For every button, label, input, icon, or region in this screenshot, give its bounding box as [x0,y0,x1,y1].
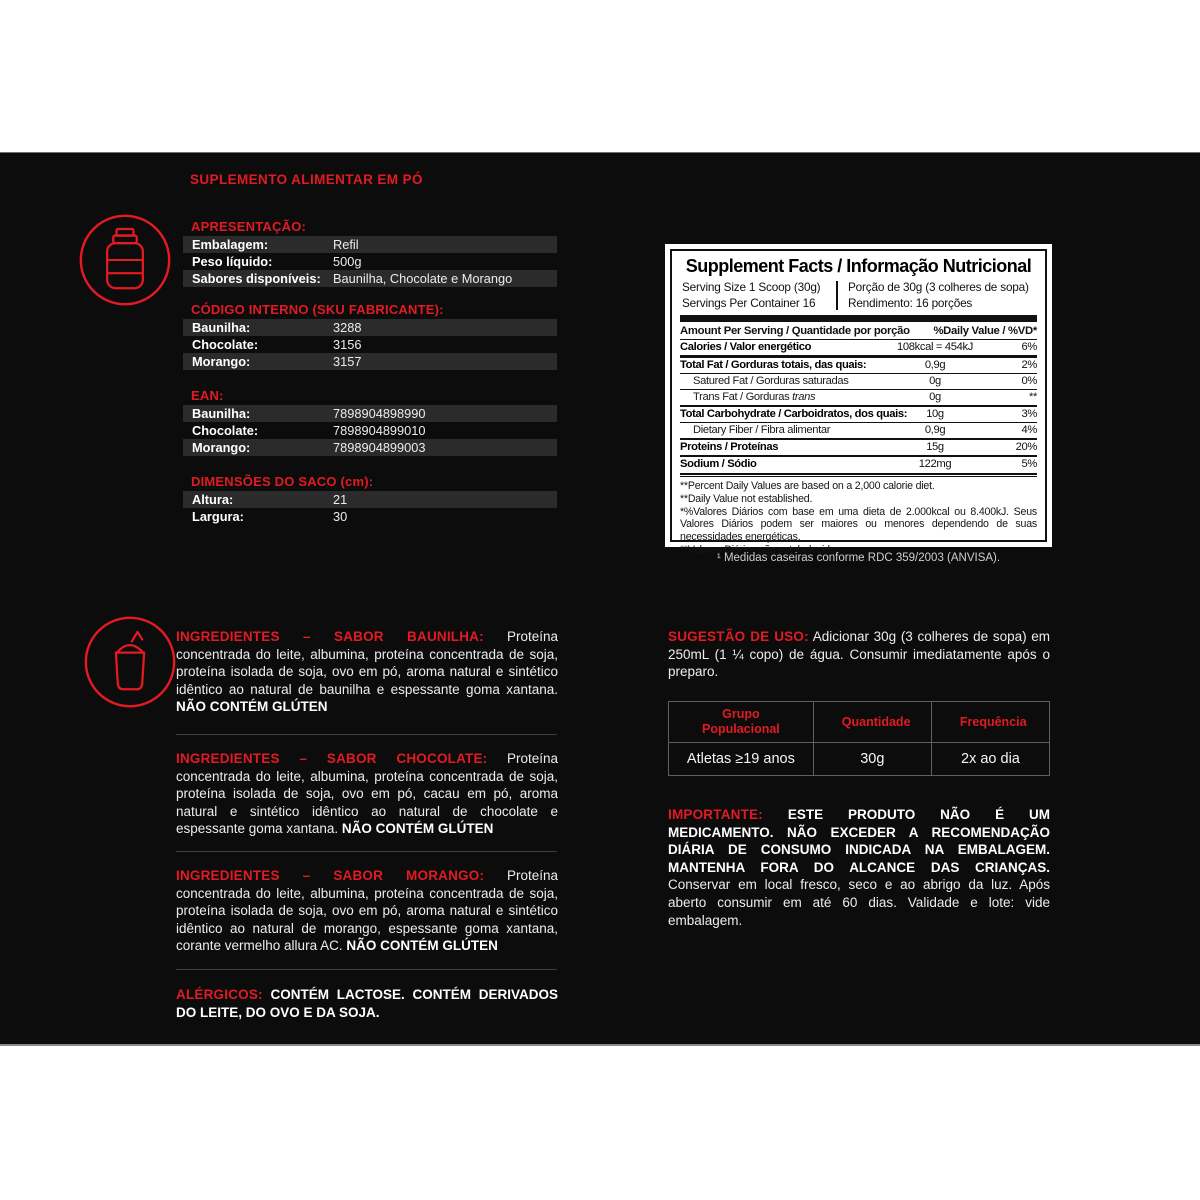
column-header-frequencia: Frequência [931,702,1049,743]
row-label: Morango: [192,354,251,369]
nutrition-header-row [680,324,1037,340]
row-value: 7898904899003 [333,440,426,455]
ingredients-baunilha-heading: INGREDIENTES – SABOR BAUNILHA: [176,629,484,644]
row-label: Altura: [192,492,234,507]
section-heading-dimensoes: DIMENSÕES DO SACO (cm): [191,474,374,489]
rendimento: Rendimento: 16 porções [848,295,973,310]
important-body: Conservar em local fresco, seco e ao abrigo da luz. Após aberto consumir em até 60 dias. Validade e lote: vide embalagem. [668,877,1050,928]
column-header-grupo: Grupo Populacional [669,702,814,743]
nutrition-title: Supplement Facts / Informação Nutricional [685,256,1032,276]
section-heading-apresentacao: APRESENTAÇÃO: [191,219,307,234]
population-table-header-row [669,702,1050,743]
ingredients-chocolate-body: Proteína concentrada do leite, albumina, proteína concentrada de soja, proteína isolada de soja, ovo em pó, cacau em pó, aroma natural e sintético idêntico ao natural de chocolate e espessante goma xantana. [176,751,558,837]
shaker-bottle-icon [83,615,177,709]
apresentacao-table [183,236,557,287]
table-row [183,405,557,422]
section-divider [176,734,557,735]
usage-body: Adicionar 30g (3 colheres de sopa) em 250mL (1 ¼ copo) de água. Consumir imediatamente após o preparo. [668,629,1050,680]
nutrition-row-total-fat: Total Fat / Gorduras totais, das quais: 0,9g 2% [680,358,1037,374]
row-value: 7898904899010 [333,423,426,438]
section-heading-sku: CÓDIGO INTERNO (SKU FABRICANTE): [191,302,444,317]
column-header-quantidade: Quantidade [813,702,931,743]
serving-size: Serving Size 1 Scoop (30g) [682,280,821,294]
gluten-free-note: NÃO CONTÉM GLÚTEN [346,938,498,954]
row-label: Embalagem: [192,237,269,252]
important-bold-body: ESTE PRODUTO NÃO É UM MEDICAMENTO. NÃO EXCEDER A RECOMENDAÇÃO DIÁRIA DE CONSUMO INDICADA NA EMBALAGEM. MANTENHA FORA DO ALCANCE DAS CRIANÇAS. [668,807,1050,875]
row-value: 3156 [333,337,362,352]
nutrition-row-carbohydrate: Total Carbohydrate / Carboidratos, dos quais: 10g 3% [680,407,1037,423]
cell-quantidade: 30g [813,743,931,776]
row-value: Baunilha, Chocolate e Morango [333,271,513,286]
usage-instructions [668,628,1050,681]
gluten-free-note: NÃO CONTÉM GLÚTEN [341,821,494,837]
allergens-heading: ALÉRGICOS: [176,987,263,1002]
dimensoes-table [183,491,557,525]
sku-table [183,319,557,370]
nutrition-row-fiber: Dietary Fiber / Fibra alimentar 0,9g 4% [680,423,1037,440]
porcao: Porção de 30g (3 colheres de sopa) [848,280,1029,294]
gluten-free-note: NÃO CONTÉM GLÚTEN [176,699,328,715]
supplement-facts-frame [670,249,1047,556]
table-row [183,491,557,508]
row-value: 21 [333,492,348,507]
row-value: 500g [333,254,362,269]
serving-info-en [680,280,830,311]
supplement-jar-icon [78,213,172,307]
population-table-row [669,743,1050,776]
nutrition-footnotes [680,480,1037,557]
cell-grupo: Atletas ≥19 anos [669,743,814,776]
row-label: Morango: [192,440,251,455]
section-divider [176,851,557,852]
table-row [183,270,557,287]
table-row [183,422,557,439]
ingredients-baunilha [176,628,558,716]
footnote: **Percent Daily Values are based on a 2,000 calorie diet. [680,480,935,492]
nutrition-row-calories: Calories / Valor energético 108kcal = 454kJ 6% [680,340,1037,358]
nutrition-row-proteins: Proteins / Proteínas 15g 20% [680,440,1037,457]
table-row [183,336,557,353]
serving-info-pt [844,280,1037,311]
row-label: Baunilha: [192,320,251,335]
double-rule [680,473,1037,477]
row-value: 3157 [333,354,362,369]
population-table [668,701,1050,776]
allergens-body: CONTÉM LACTOSE. CONTÉM DERIVADOS DO LEITE, DO OVO E DA SOJA. [176,987,558,1020]
table-row [183,253,557,270]
ean-table [183,405,557,456]
thick-rule [680,315,1037,322]
important-notice [668,806,1050,929]
product-info-sheet [0,152,1200,1046]
table-row [183,353,557,370]
nutrition-row-trans-fat: Trans Fat / Gorduras trans 0g ** [680,390,1037,407]
row-label: Baunilha: [192,406,251,421]
servings-per-container: Servings Per Container 16 [682,295,816,310]
household-measures-note: ¹ Medidas caseiras conforme RDC 359/2003 (ANVISA). [716,552,1001,564]
ingredients-chocolate-heading: INGREDIENTES – SABOR CHOCOLATE: [176,751,488,766]
important-heading: IMPORTANTE: [668,807,763,822]
nutrition-row-saturated-fat: Satured Fat / Gorduras saturadas 0g 0% [680,374,1037,390]
cell-frequencia: 2x ao dia [931,743,1049,776]
page-title: SUPLEMENTO ALIMENTAR EM PÓ [190,172,423,187]
serving-divider [836,281,838,310]
daily-value-label: %Daily Value / %VD* [933,325,1037,337]
serving-info [680,280,1037,311]
row-value: Refil [333,237,359,252]
row-label: Chocolate: [192,423,259,438]
row-value: 30 [333,509,348,524]
ingredients-morango-heading: INGREDIENTES – SABOR MORANGO: [176,868,485,883]
table-row [183,236,557,253]
footnote: **Daily Value not established. [680,492,813,505]
row-label: Peso líquido: [192,254,273,269]
ingredients-baunilha-body: Proteína concentrada do leite, albumina, proteína concentrada de soja, proteína isolada de soja, ovo em pó, aroma natural e sintético idêntico ao natural de baunilha e espessante goma xantana. [176,629,558,697]
supplement-facts-panel [665,244,1052,556]
table-row [183,319,557,336]
ingredients-morango [176,867,558,955]
nutrition-row-sodium: Sodium / Sódio 122mg 5% [680,458,1037,470]
section-divider [176,969,557,970]
row-value: 7898904898990 [333,406,426,421]
amount-per-serving-label: Amount Per Serving / Quantidade por porção [680,325,910,337]
table-row [183,508,557,525]
table-row [183,439,557,456]
section-heading-ean: EAN: [191,388,224,403]
allergens-notice [176,986,558,1022]
ingredients-morango-body: Proteína concentrada do leite, albumina, proteína concentrada de soja, proteína isolada de soja, ovo em pó, aroma natural e sintético idêntico ao natural de morango, espessante goma xantana, corante vermelho allura AC. [176,868,558,954]
ingredients-chocolate [176,750,558,838]
row-value: 3288 [333,320,362,335]
usage-heading: SUGESTÃO DE USO: [668,629,809,644]
row-label: Largura: [192,509,244,524]
row-label: Sabores disponíveis: [192,271,321,286]
footnote: **Valores Diários não estabelecidos. [680,543,844,556]
footnote: *%Valores Diários com base em uma dieta de 2.000kcal ou 8.400kJ. Seus Valores Diários podem ser maiores ou menores dependendo de suas necessidades energéticas. [680,505,1037,544]
row-label: Chocolate: [192,337,259,352]
